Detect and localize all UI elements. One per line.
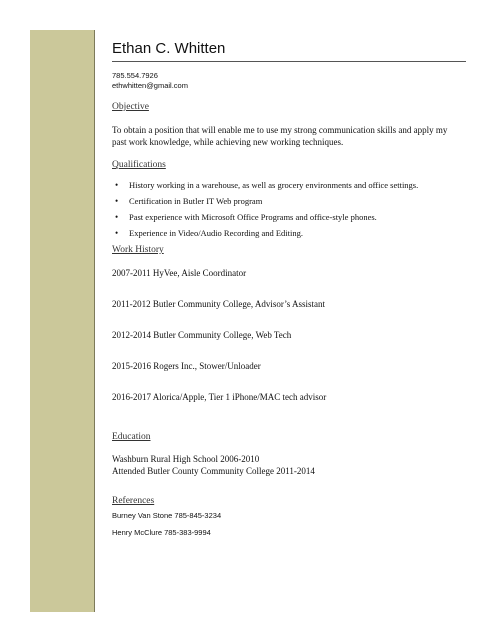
decorative-sidebar <box>30 30 95 612</box>
list-item: • History working in a warehouse, as well as grocery environments and office settings. <box>115 180 419 190</box>
job-entry: 2016-2017 Alorica/Apple, Tier 1 iPhone/MAC tech advisor <box>112 392 327 402</box>
phone-number: 785.554.7926 <box>112 71 158 80</box>
bullet-icon: • <box>115 196 119 206</box>
qualifications-list <box>112 180 466 239</box>
references-heading: References <box>112 496 155 506</box>
bullet-icon: • <box>115 228 119 238</box>
objective-heading: Objective <box>112 102 149 112</box>
bullet-icon: • <box>115 212 119 222</box>
list-item: • Past experience with Microsoft Office Programs and office-style phones. <box>115 212 377 222</box>
qualifications-heading: Qualifications <box>112 160 166 170</box>
bullet-icon: • <box>115 180 119 190</box>
list-item: • Experience in Video/Audio Recording and Editing. <box>115 228 304 238</box>
job-entry: 2011-2012 Butler Community College, Advisor’s Assistant <box>112 299 326 309</box>
objective-text: To obtain a position that will enable me to use my strong communication skills and apply my past work knowledge, while achieving new working techniques. <box>112 125 448 147</box>
list-item: • Certification in Butler IT Web program <box>115 196 263 206</box>
education-block <box>112 453 466 477</box>
email-address: ethwhitten@gmail.com <box>112 81 188 90</box>
applicant-name: Ethan C. Whitten <box>112 40 466 62</box>
education-line: Washburn Rural High School 2006-2010 <box>112 454 260 464</box>
resume-content <box>112 40 466 538</box>
education-heading: Education <box>112 432 151 442</box>
education-line: Attended Butler County Community College 2011-2014 <box>112 466 315 476</box>
reference-entry: Henry McClure 785-383-9994 <box>112 528 211 537</box>
job-entry: 2015-2016 Rogers Inc., Stower/Unloader <box>112 361 261 371</box>
contact-block <box>112 71 466 91</box>
job-entry: 2012-2014 Butler Community College, Web Tech <box>112 330 292 340</box>
job-entry: 2007-2011 HyVee, Aisle Coordinator <box>112 268 247 278</box>
reference-entry: Burney Van Stone 785-845-3234 <box>112 511 222 520</box>
work-history-heading: Work History <box>112 245 164 255</box>
